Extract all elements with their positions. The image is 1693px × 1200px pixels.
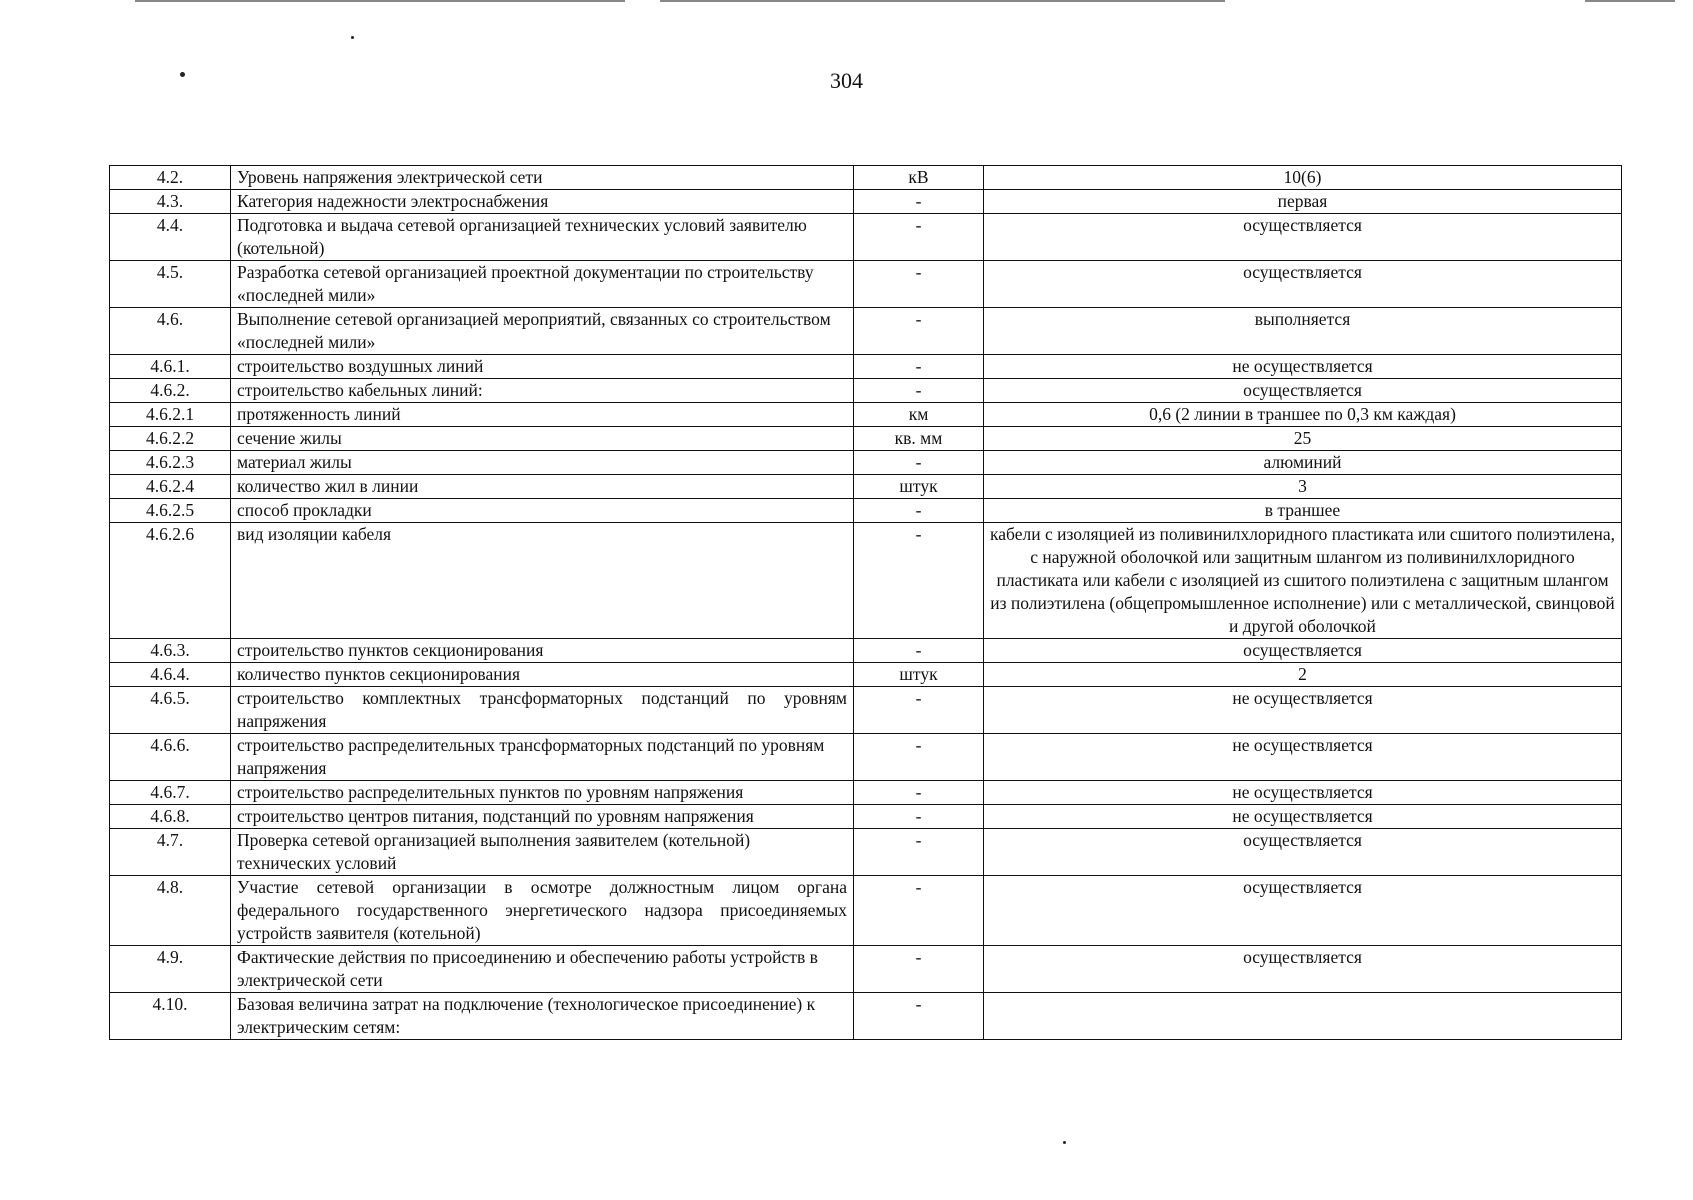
row-number: 4.6.8. <box>110 805 231 829</box>
row-value: не осуществляется <box>984 781 1622 805</box>
table-row <box>110 639 1622 663</box>
row-number: 4.6.2.2 <box>110 427 231 451</box>
row-unit: - <box>854 734 984 781</box>
row-description: строительство распределительных пунктов по уровням напряжения <box>231 781 854 805</box>
table-row <box>110 190 1622 214</box>
table-row <box>110 993 1622 1040</box>
row-value: 10(6) <box>984 166 1622 190</box>
row-unit: - <box>854 499 984 523</box>
scan-speck <box>1063 1141 1066 1144</box>
row-unit: - <box>854 190 984 214</box>
row-description: строительство распределительных трансформаторных подстанций по уровням напряжения <box>231 734 854 781</box>
table-row <box>110 475 1622 499</box>
row-value: не осуществляется <box>984 687 1622 734</box>
table-row <box>110 308 1622 355</box>
row-unit: штук <box>854 663 984 687</box>
row-description: протяженность линий <box>231 403 854 427</box>
table-row <box>110 781 1622 805</box>
row-number: 4.6.2.6 <box>110 523 231 639</box>
row-value: не осуществляется <box>984 805 1622 829</box>
row-value: осуществляется <box>984 829 1622 876</box>
row-description: Уровень напряжения электрической сети <box>231 166 854 190</box>
row-description: вид изоляции кабеля <box>231 523 854 639</box>
row-number: 4.10. <box>110 993 231 1040</box>
row-number: 4.6.7. <box>110 781 231 805</box>
row-unit: - <box>854 308 984 355</box>
row-value <box>984 993 1622 1040</box>
row-unit: - <box>854 781 984 805</box>
table-row <box>110 829 1622 876</box>
row-description: способ прокладки <box>231 499 854 523</box>
row-value: осуществляется <box>984 946 1622 993</box>
table-row <box>110 214 1622 261</box>
row-unit: - <box>854 805 984 829</box>
row-description: Участие сетевой организации в осмотре должностным лицом органа федерального государственного энергетического надзора присоединяемых устройств заявителя (котельной) <box>231 876 854 946</box>
page-number: 304 <box>830 68 863 93</box>
row-value: осуществляется <box>984 214 1622 261</box>
row-description: строительство кабельных линий: <box>231 379 854 403</box>
scan-top-line-right <box>660 0 1225 2</box>
scan-top-line-left <box>135 0 625 2</box>
table-row <box>110 499 1622 523</box>
row-description: Категория надежности электроснабжения <box>231 190 854 214</box>
table-row <box>110 946 1622 993</box>
table-row <box>110 805 1622 829</box>
row-description: строительство воздушных линий <box>231 355 854 379</box>
row-unit: штук <box>854 475 984 499</box>
row-unit: - <box>854 261 984 308</box>
row-number: 4.6.2.3 <box>110 451 231 475</box>
table-row <box>110 379 1622 403</box>
table-row <box>110 734 1622 781</box>
row-number: 4.6.5. <box>110 687 231 734</box>
table-row <box>110 427 1622 451</box>
row-description: материал жилы <box>231 451 854 475</box>
row-number: 4.2. <box>110 166 231 190</box>
row-unit: - <box>854 993 984 1040</box>
table-row <box>110 261 1622 308</box>
row-value: выполняется <box>984 308 1622 355</box>
row-description: строительство пунктов секционирования <box>231 639 854 663</box>
table-row <box>110 451 1622 475</box>
row-unit: - <box>854 379 984 403</box>
row-number: 4.6.2.1 <box>110 403 231 427</box>
row-number: 4.3. <box>110 190 231 214</box>
row-value: 25 <box>984 427 1622 451</box>
row-value: 2 <box>984 663 1622 687</box>
row-number: 4.7. <box>110 829 231 876</box>
row-unit: - <box>854 451 984 475</box>
row-description: сечение жилы <box>231 427 854 451</box>
row-number: 4.6.2.5 <box>110 499 231 523</box>
table-row <box>110 523 1622 639</box>
table-row <box>110 355 1622 379</box>
row-description: Разработка сетевой организацией проектной документации по строительству «последней мили» <box>231 261 854 308</box>
row-value: в траншее <box>984 499 1622 523</box>
row-value: не осуществляется <box>984 734 1622 781</box>
row-value: осуществляется <box>984 261 1622 308</box>
row-unit: кв. мм <box>854 427 984 451</box>
row-number: 4.6.3. <box>110 639 231 663</box>
table-body <box>110 166 1622 1040</box>
row-value: первая <box>984 190 1622 214</box>
row-number: 4.6.1. <box>110 355 231 379</box>
row-value: не осуществляется <box>984 355 1622 379</box>
table-row <box>110 663 1622 687</box>
row-unit: - <box>854 214 984 261</box>
row-unit: - <box>854 639 984 663</box>
table-row <box>110 876 1622 946</box>
row-unit: - <box>854 829 984 876</box>
row-description: количество жил в линии <box>231 475 854 499</box>
table-row <box>110 687 1622 734</box>
row-description: количество пунктов секционирования <box>231 663 854 687</box>
row-unit: - <box>854 687 984 734</box>
row-description: Подготовка и выдача сетевой организацией технических условий заявителю (котельной) <box>231 214 854 261</box>
table-row <box>110 166 1622 190</box>
table-row <box>110 403 1622 427</box>
row-value: осуществляется <box>984 876 1622 946</box>
row-number: 4.9. <box>110 946 231 993</box>
row-description: строительство комплектных трансформаторных подстанций по уровням напряжения <box>231 687 854 734</box>
row-value: осуществляется <box>984 379 1622 403</box>
row-value: осуществляется <box>984 639 1622 663</box>
row-unit: - <box>854 876 984 946</box>
scan-top-line-far-right <box>1585 0 1675 2</box>
row-value: кабели с изоляцией из поливинилхлоридного пластиката или сшитого полиэтилена, с наружной оболочкой или защитным шлангом из поливинилхлоридного пластиката или кабели с изоляцией из сшитого полиэтилена с защитным шлангом из полиэтилена (общепромышленное исполнение) или с металлической, свинцовой и другой оболочкой <box>984 523 1622 639</box>
row-number: 4.4. <box>110 214 231 261</box>
row-value: алюминий <box>984 451 1622 475</box>
row-description: Проверка сетевой организацией выполнения заявителем (котельной) технических условий <box>231 829 854 876</box>
row-value: 3 <box>984 475 1622 499</box>
row-unit: - <box>854 946 984 993</box>
row-number: 4.6. <box>110 308 231 355</box>
row-description: Фактические действия по присоединению и обеспечению работы устройств в электрической сети <box>231 946 854 993</box>
row-value: 0,6 (2 линии в траншее по 0,3 км каждая) <box>984 403 1622 427</box>
row-number: 4.6.2.4 <box>110 475 231 499</box>
row-unit: - <box>854 523 984 639</box>
row-number: 4.8. <box>110 876 231 946</box>
row-unit: км <box>854 403 984 427</box>
row-description: строительство центров питания, подстанций по уровням напряжения <box>231 805 854 829</box>
row-unit: кВ <box>854 166 984 190</box>
row-number: 4.5. <box>110 261 231 308</box>
row-number: 4.6.2. <box>110 379 231 403</box>
row-description: Выполнение сетевой организацией мероприятий, связанных со строительством «последней мили» <box>231 308 854 355</box>
row-description: Базовая величина затрат на подключение (технологическое присоединение) к электрическим сетям: <box>231 993 854 1040</box>
specification-table <box>109 165 1622 1040</box>
row-number: 4.6.4. <box>110 663 231 687</box>
row-unit: - <box>854 355 984 379</box>
scan-speck <box>351 36 354 39</box>
row-number: 4.6.6. <box>110 734 231 781</box>
